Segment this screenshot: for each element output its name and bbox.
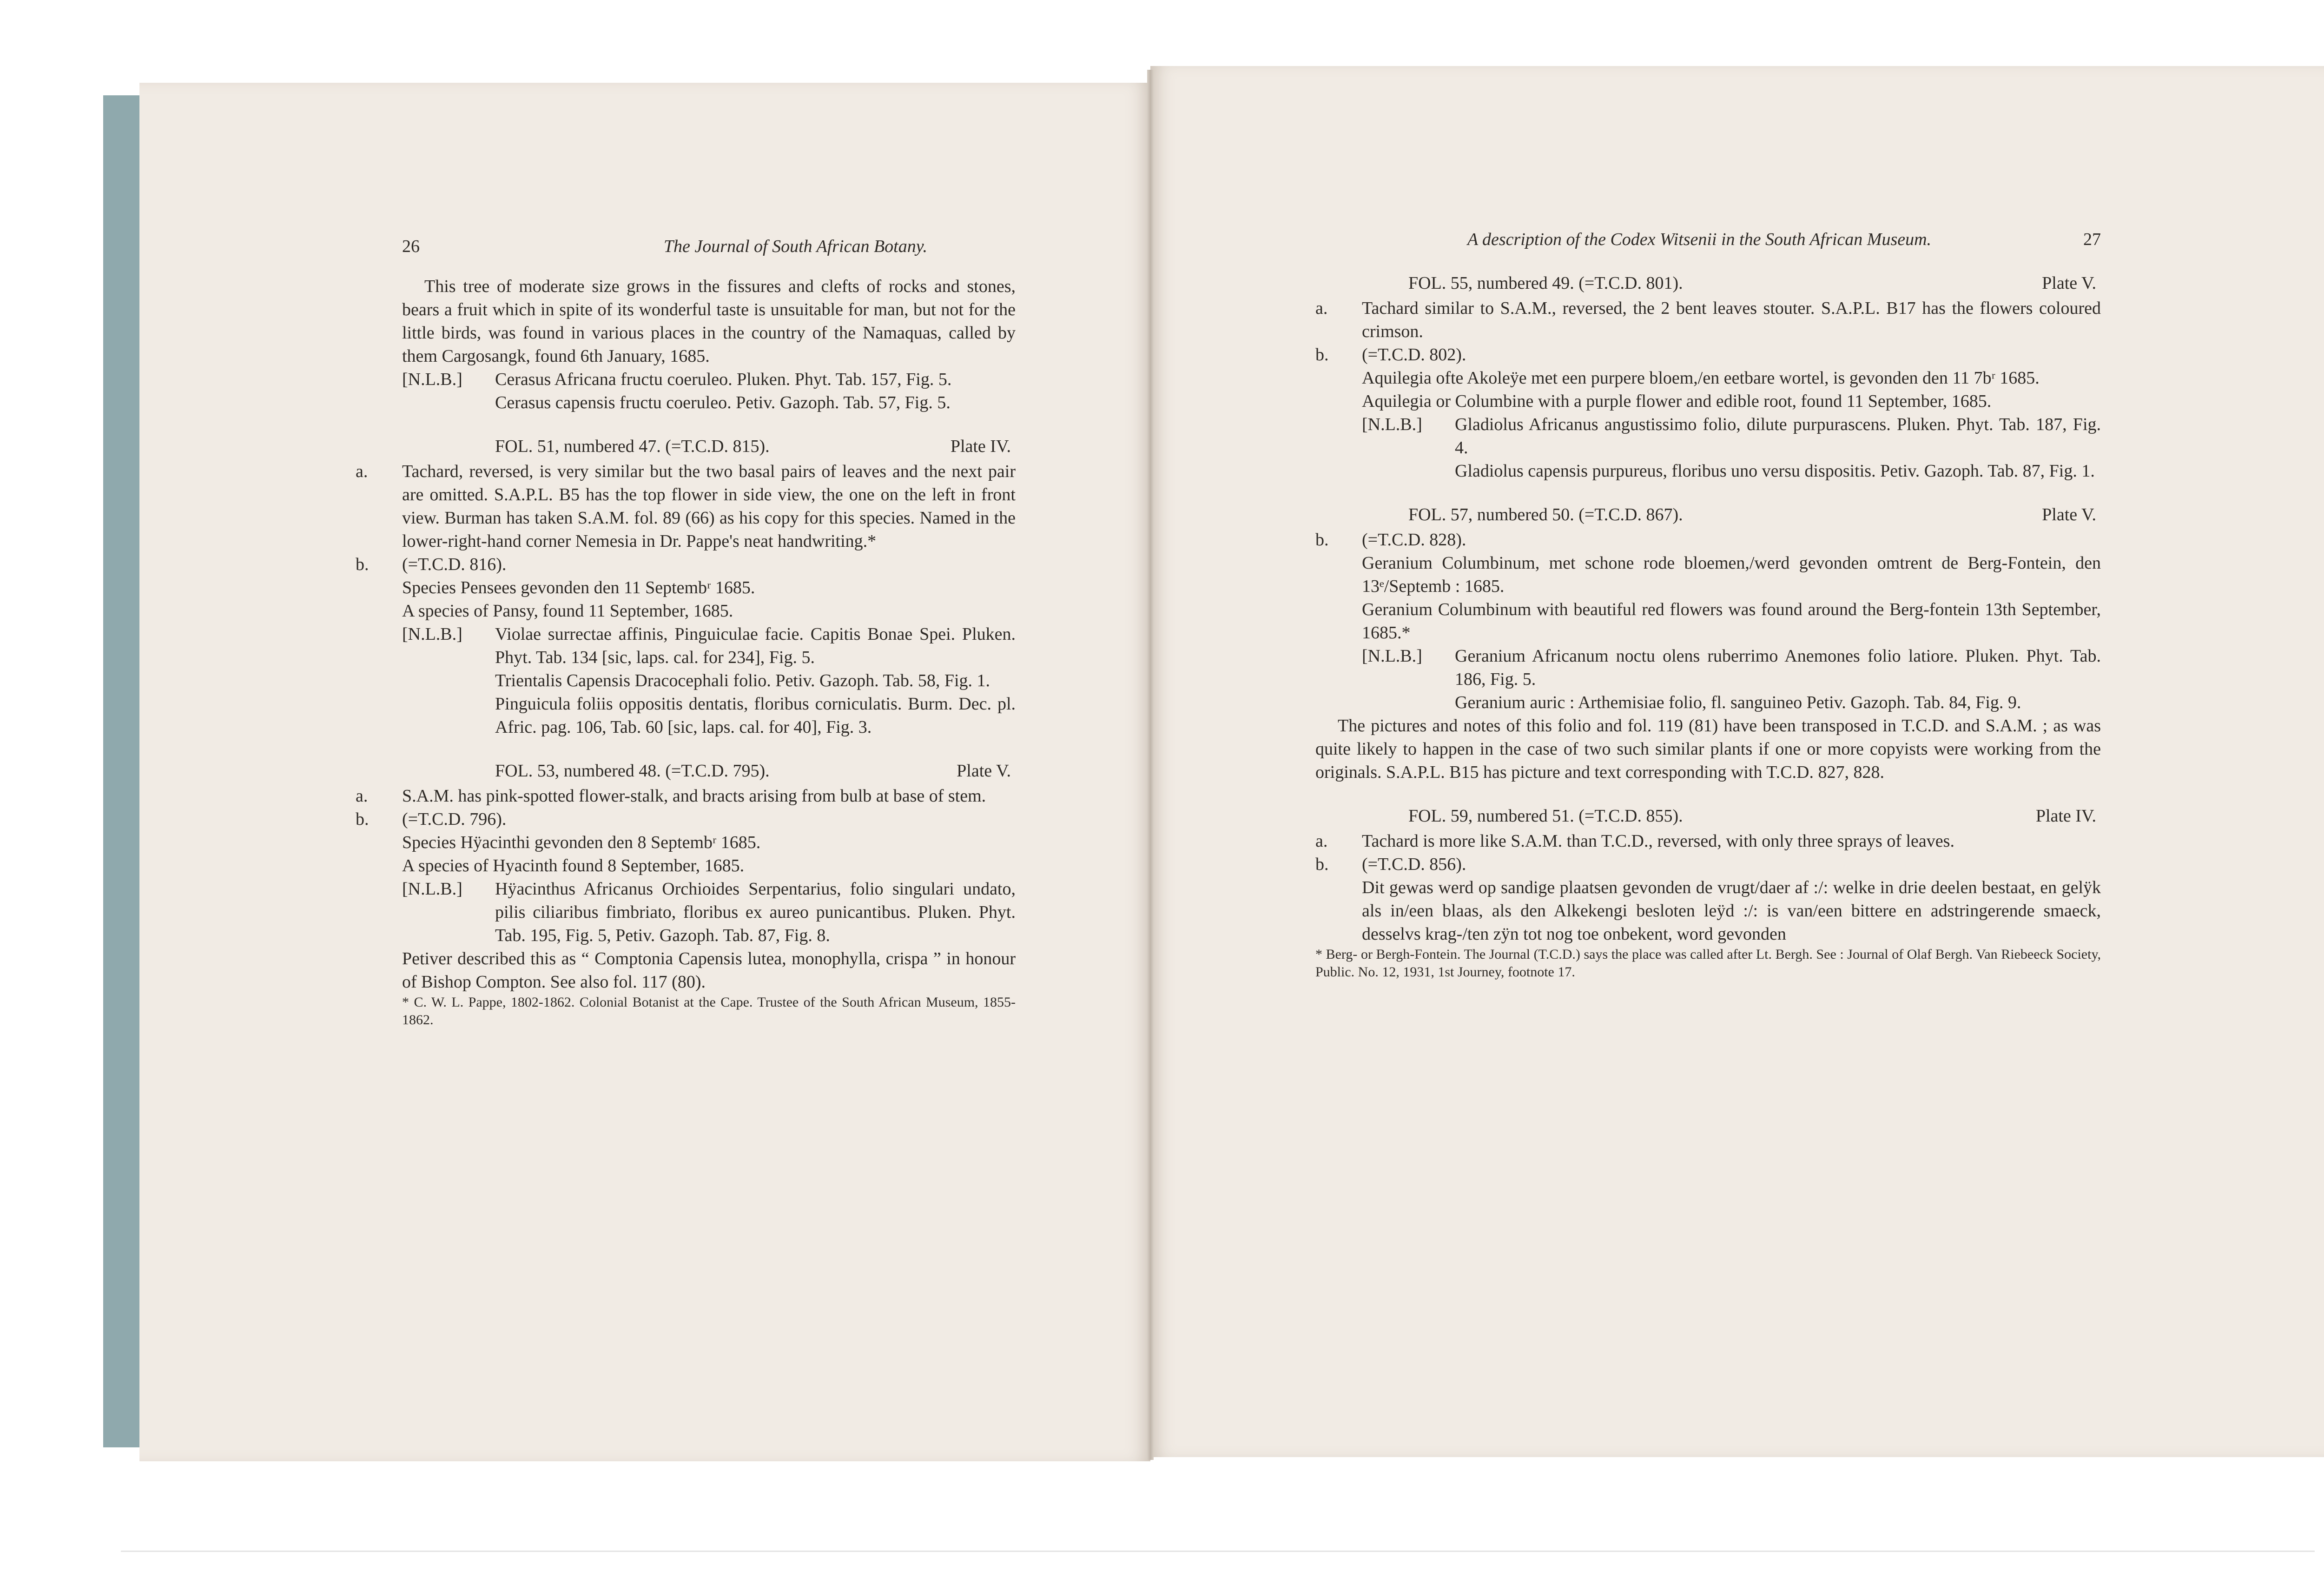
nlb-line: Hÿacinthus Africanus Orchioides Serpentarius, folio singulari undato, pilis ciliaribus fimbriato, floribus ex aureo punicantibus. Pluken. Phyt. Tab. 195, Fig. 5, Petiv. Gazoph. Tab. 87, Fig. 8. <box>495 879 1016 945</box>
entry-marker: a. <box>1315 831 1328 851</box>
entry-marker: b. <box>356 809 369 829</box>
entry-text: (=T.C.D. 816). <box>402 555 507 574</box>
nlb-line: Violae surrectae affinis, Pinguiculae facie. Capitis Bonae Spei. Pluken. Phyt. Tab. 134 [sic, laps. cal. for 234], Fig. 5. <box>495 624 1016 667</box>
english-text: A species of Hyacinth found 8 September, 1685. <box>402 856 745 875</box>
nlb-label: [N.L.B.] <box>402 879 462 899</box>
left-page-text <box>356 235 1016 1029</box>
entry-a <box>356 784 1016 808</box>
dutch-text: Species Pensees gevonden den 11 Septembʳ 1685. <box>402 578 755 597</box>
dutch-text: Aquilegia ofte Akoleÿe met een purpere bloem,/en eetbare wortel, is gevonden den 11 7bʳ 1685. <box>1362 368 2040 388</box>
page-number: 27 <box>2083 230 2101 249</box>
nlb-block <box>402 877 1016 947</box>
right-page-header <box>1315 228 2101 251</box>
plate-label: Plate IV. <box>950 437 1011 456</box>
dutch-text: Species Hÿacinthi gevonden den 8 Septembʳ 1685. <box>402 833 761 852</box>
fol-heading-text: FOL. 55, numbered 49. (=T.C.D. 801). <box>1408 273 1683 293</box>
entry-b <box>356 553 1016 576</box>
running-title: A description of the Codex Witsenii in the South African Museum. <box>1467 230 1932 249</box>
book-gutter <box>1147 70 1154 1460</box>
nlb-line: Cerasus Africana fructu coeruleo. Pluken. Phyt. Tab. 157, Fig. 5. <box>495 370 952 389</box>
entry-marker: b. <box>356 555 369 574</box>
nlb-block <box>1362 644 2101 714</box>
english-text: Geranium Columbinum with beautiful red flowers was found around the Berg-fontein 13th September, 1685.* <box>1362 600 2101 643</box>
nlb-label: [N.L.B.] <box>402 624 462 644</box>
page-number: 26 <box>402 237 420 256</box>
entry-text: Tachard, reversed, is very similar but the two basal pairs of leaves and the next pair are omitted. S.A.P.L. B5 has the top flower in side view, the one on the left in front view. Burman has taken S.A.M. fol. 89 (66) as his copy for this species. Named in the lower-right-hand corner Nemesia in Dr. Pappe's neat handwriting.* <box>402 462 1016 551</box>
entry-text: (=T.C.D. 802). <box>1362 345 1466 365</box>
entry-a <box>1315 297 2101 343</box>
entry-a <box>356 460 1016 553</box>
nlb-label: [N.L.B.] <box>1362 415 1422 434</box>
nlb-line: Geranium Africanum noctu olens ruberrimo Anemones folio latiore. Pluken. Phyt. Tab. 186, Fig. 5. <box>1455 646 2101 689</box>
plate-label: Plate V. <box>2042 505 2096 524</box>
entry-b <box>1315 853 2101 876</box>
plate-label: Plate V. <box>957 761 1011 781</box>
nlb-line: Geranium auric : Arthemisiae folio, fl. sanguineo Petiv. Gazoph. Tab. 84, Fig. 9. <box>1455 693 2021 712</box>
intro-nlb-block <box>402 368 1016 414</box>
fol-heading <box>1315 503 2101 526</box>
nlb-label: [N.L.B.] <box>1362 646 1422 666</box>
entry-b <box>1315 343 2101 366</box>
dutch-text: Dit gewas werd op sandige plaatsen gevonden de vrugt/daer af :/: welke in drie deelen bestaat, en gelÿk als in/een blaas, als den Alkekengi besloten leÿd :/: is van/een bittere en adstringerende smaeck, desselvs krag-/ten zÿn tot nog toe onbekent, word gevonden <box>1362 878 2101 944</box>
nlb-label: [N.L.B.] <box>402 370 462 389</box>
fol-heading <box>402 759 1016 782</box>
entry-marker: a. <box>356 462 368 481</box>
right-page-text <box>1315 228 2101 981</box>
entry-text: (=T.C.D. 828). <box>1362 530 1466 550</box>
entry-a <box>1315 829 2101 853</box>
dutch-text: Geranium Columbinum, met schone rode bloemen,/werd gevonden omtrent de Berg-Fontein, den 13ᵉ/Septemb : 1685. <box>1362 553 2101 596</box>
nlb-line: Trientalis Capensis Dracocephali folio. Petiv. Gazoph. Tab. 58, Fig. 1. <box>495 671 990 690</box>
entry-marker: b. <box>1315 855 1329 874</box>
fol-heading <box>1315 804 2101 828</box>
english-text: Aquilegia or Columbine with a purple flower and edible root, found 11 September, 1685. <box>1362 391 1992 411</box>
nlb-line: Gladiolus capensis purpureus, floribus uno versu dispositis. Petiv. Gazoph. Tab. 87, Fig. 1. <box>1455 461 2095 481</box>
entry-marker: a. <box>1315 298 1328 318</box>
entry-text: (=T.C.D. 796). <box>402 809 507 829</box>
left-page-header <box>402 235 1016 258</box>
intro-paragraph: This tree of moderate size grows in the fissures and clefts of rocks and stones, bears a fruit which in spite of its wonderful taste is unsuitable for man, but not for the little birds, was found in various places in the country of the Namaquas, called by them Cargosangk, found 6th January, 1685. <box>402 277 1016 366</box>
scan-bed-line <box>121 1551 2315 1552</box>
entry-text: (=T.C.D. 856). <box>1362 855 1466 874</box>
fol-heading <box>1315 272 2101 295</box>
entry-text: Tachard similar to S.A.M., reversed, the 2 bent leaves stouter. S.A.P.L. B17 has the flowers coloured crimson. <box>1362 298 2101 341</box>
entry-b <box>1315 528 2101 551</box>
nlb-block <box>1362 413 2101 483</box>
entry-marker: b. <box>1315 530 1329 550</box>
entry-marker: b. <box>1315 345 1329 365</box>
nlb-line: Gladiolus Africanus angustissimo folio, dilute purpurascens. Pluken. Phyt. Tab. 187, Fig. 4. <box>1455 415 2101 457</box>
footnote: * C. W. L. Pappe, 1802-1862. Colonial Botanist at the Cape. Trustee of the South African Museum, 1855-1862. <box>402 995 1016 1028</box>
plate-label: Plate V. <box>2042 273 2096 293</box>
fol-heading-text: FOL. 57, numbered 50. (=T.C.D. 867). <box>1408 505 1683 524</box>
fol-heading-text: FOL. 59, numbered 51. (=T.C.D. 855). <box>1408 806 1683 826</box>
nlb-line: Pinguicula foliis oppositis dentatis, floribus corniculatis. Burm. Dec. pl. Afric. pag. 106, Tab. 60 [sic, laps. cal. for 40], Fig. 3. <box>495 694 1016 737</box>
closing-paragraph: Petiver described this as “ Comptonia Capensis lutea, monophylla, crispa ” in honour of Bishop Compton. See also fol. 117 (80). <box>402 949 1016 992</box>
entry-marker: a. <box>356 786 368 806</box>
footnote: * Berg- or Bergh-Fontein. The Journal (T.C.D.) says the place was called after Lt. Bergh. See : Journal of Olaf Bergh. Van Riebeeck Society, Public. No. 12, 1931, 1st Journey, footnote 17. <box>1315 947 2101 980</box>
running-title: The Journal of South African Botany. <box>663 237 927 256</box>
fol-heading-text: FOL. 53, numbered 48. (=T.C.D. 795). <box>495 761 770 781</box>
nlb-block <box>402 623 1016 739</box>
nlb-line: Cerasus capensis fructu coeruleo. Petiv. Gazoph. Tab. 57, Fig. 5. <box>495 393 951 412</box>
plate-label: Plate IV. <box>2035 806 2096 826</box>
entry-text: S.A.M. has pink-spotted flower-stalk, and bracts arising from bulb at base of stem. <box>402 786 986 806</box>
entry-text: Tachard is more like S.A.M. than T.C.D., reversed, with only three sprays of leaves. <box>1362 831 1954 851</box>
entry-b <box>356 808 1016 831</box>
fol-heading-text: FOL. 51, numbered 47. (=T.C.D. 815). <box>495 437 770 456</box>
english-text: A species of Pansy, found 11 September, 1685. <box>402 601 733 621</box>
closing-paragraph: The pictures and notes of this folio and fol. 119 (81) have been transposed in T.C.D. and S.A.M. ; as was quite likely to happen in the case of two such similar plants if one or more copyists were working from the originals. S.A.P.L. B15 has picture and text corresponding with T.C.D. 827, 828. <box>1315 716 2101 782</box>
fol-heading <box>402 435 1016 458</box>
